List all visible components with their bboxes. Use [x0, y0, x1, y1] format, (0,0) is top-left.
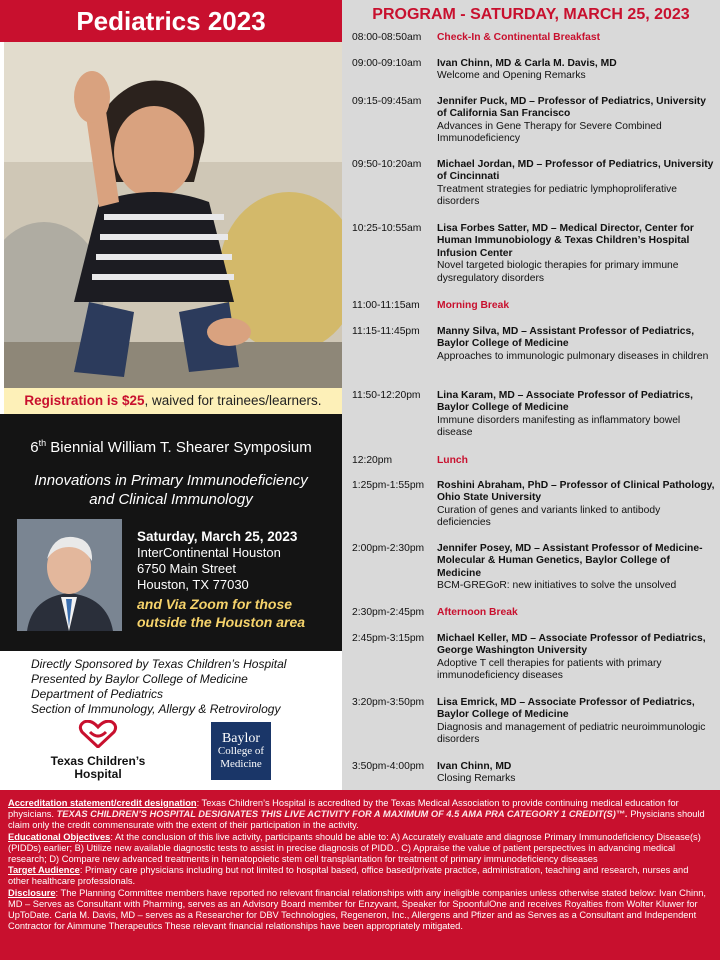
zoom-line-1: and Via Zoom for those: [137, 596, 293, 612]
hero-photo-child-waving: [4, 42, 342, 388]
symposium-theme: [20, 471, 322, 509]
registration-waiver: , waived for trainees/learners.: [144, 393, 322, 408]
event-date: Saturday, March 25, 2023: [137, 529, 298, 544]
row-break: Check-In & Continental Breakfast: [437, 32, 601, 43]
symposium-title: Biennial William T. Shearer Symposium: [50, 439, 312, 456]
row-time: 3:50pm-4:00pm: [352, 761, 425, 772]
row-break: Afternoon Break: [437, 607, 518, 618]
baylor-line-1: Baylor: [221, 731, 261, 746]
tch-heart-icon: [78, 720, 118, 748]
row-topic: Novel targeted biologic therapies for primary immune dysregulatory disorders: [437, 260, 679, 284]
row-break: Lunch: [437, 455, 468, 466]
baylor-logo: [211, 722, 271, 780]
theme-line-1: Innovations in Primary Immunodeficiency: [34, 472, 308, 489]
row-break: Morning Break: [437, 300, 510, 311]
row-time: 09:50-10:20am: [352, 159, 422, 170]
audience-heading: Target Audience: [8, 865, 80, 876]
row-speaker: Lisa Emrick, MD – Associate Professor of Pediatrics, Baylor College of Medicine: [437, 697, 695, 721]
row-time: 10:25-10:55am: [352, 223, 422, 234]
theme-line-2: and Clinical Immunology: [89, 491, 253, 508]
row-time: 2:00pm-2:30pm: [352, 543, 425, 554]
baylor-line-3: Medicine: [220, 758, 262, 770]
sponsor-block: [31, 657, 331, 717]
event-street: 6750 Main Street: [137, 561, 237, 576]
accreditation-heading: Accreditation statement/credit designation: [8, 798, 197, 808]
row-time: 11:50-12:20pm: [352, 390, 421, 401]
event-city: Houston, TX 77030: [137, 577, 249, 592]
objectives-text: : At the conclusion of this live activity, participants should be able to: A) Accurately evaluate and diagnose Primary Immunodeficiency Disease(s) (PIDDs) earlier; B) Utilize new available diagnostic tests to assist in precise diagnosis of PIDD.. C) Appraise the value of patient perspectives in advancing medical research; D) Compare new advanced treatments in hematopoietic stem cell transplantation for treatment of primary immunodeficiency diseases: [8, 831, 701, 865]
row-topic: Approaches to immunologic pulmonary diseases in children: [437, 350, 709, 362]
row-speaker: Ivan Chinn, MD: [437, 761, 512, 772]
row-time: 09:15-09:45am: [352, 96, 422, 107]
row-time: 11:00-11:15am: [352, 300, 420, 311]
row-speaker: Michael Keller, MD – Associate Professor of Pediatrics, George Washington University: [437, 633, 706, 657]
row-time: 3:20pm-3:50pm: [352, 697, 425, 708]
tch-name-line-1: Texas Children’s: [50, 754, 146, 768]
row-topic: Advances in Gene Therapy for Severe Combined Immunodeficiency: [437, 120, 662, 145]
educational-objectives: [8, 832, 712, 866]
row-speaker: Jennifer Puck, MD – Professor of Pediatrics, University of California San Francisco: [437, 96, 706, 120]
row-speaker: Jennifer Posey, MD – Assistant Professor of Medicine-Molecular & Human Genetics, Baylor College of Medicine: [437, 543, 703, 579]
tch-name: [48, 755, 148, 781]
sponsor-line-2: Presented by Baylor College of Medicine: [31, 672, 248, 686]
row-time: 2:45pm-3:15pm: [352, 633, 425, 644]
accreditation-footer: [0, 790, 720, 960]
portrait-photo: [17, 519, 122, 631]
sponsor-line-1: Directly Sponsored by Texas Children’s Hospital: [31, 657, 287, 671]
row-time: 09:00-09:10am: [352, 58, 422, 69]
row-topic: Welcome and Opening Remarks: [437, 70, 586, 82]
credit-designation: TEXAS CHILDREN’S HOSPITAL DESIGNATES THIS LIVE ACTIVITY FOR A MAXIMUM OF 4.5 AMA PRA CATEGORY 1 CREDIT(S)™.: [56, 809, 628, 820]
row-time: 12:20pm: [352, 455, 393, 466]
accreditation-text: : Texas Children’s Hospital is accredited by the Texas Medical Association to provide continuing medical education for physicians.: [8, 798, 679, 820]
row-topic: Curation of genes and variants linked to antibody deficiencies: [437, 504, 661, 529]
row-time: 2:30pm-2:45pm: [352, 607, 425, 618]
row-topic: Adoptive T cell therapies for patients with primary immunodeficiency diseases: [437, 657, 662, 682]
registration-fee: Registration is $25: [24, 393, 145, 408]
disclosure-heading: Disclosure: [8, 887, 56, 898]
symposium-ordinal: 6: [30, 439, 39, 456]
row-speaker: Manny Silva, MD – Assistant Professor of Pediatrics, Baylor College of Medicine: [437, 326, 695, 350]
row-time: 1:25pm-1:55pm: [352, 480, 425, 491]
disclosure: [8, 888, 712, 933]
left-column: [0, 0, 342, 790]
program-panel: [342, 0, 720, 790]
tch-name-line-2: Hospital: [74, 767, 122, 781]
row-topic: BCM-GREGoR: new initiatives to solve the unsolved: [437, 580, 677, 592]
zoom-note: [137, 595, 337, 631]
baylor-line-2: College of: [217, 745, 265, 757]
accreditation-tail: Physicians should claim only the credit commensurate with the extent of their participation in the activity.: [8, 809, 705, 831]
audience-text: : Primary care physicians including but not limited to hospital based, office based/private practice, administration, teaching and research, nurses and other healthcare professionals.: [8, 865, 689, 887]
symposium-name: [0, 438, 342, 456]
sponsor-line-3: Department of Pediatrics: [31, 687, 164, 701]
program-title: PROGRAM - SATURDAY, MARCH 25, 2023: [372, 6, 690, 23]
disclosure-text: : The Planning Committee members have reported no relevant financial relationships with any ineligible companies unless otherwise stated below: Ivan Chinn, MD – Serves as Consultant with Pharming, serves as an Advisory Board member for Enzyvant, Speaker for SpoonfulOne and receives Royalties from Wolter Kluwer for UpToDate. Carla M. Davis, MD – serves as a Researcher for DBV Technologies, Regeneron, Inc., Allergens and Pfizer and as Serves as a Consultant and Independent Contractor for Aimmune Therapeutics These relevant financial relationships have been appropriately mitigated.: [8, 887, 706, 932]
registration-banner: [4, 388, 342, 414]
row-topic: Closing Remarks: [437, 773, 516, 785]
event-venue: InterContinental Houston: [137, 545, 281, 560]
objectives-heading: Educational Objectives: [8, 831, 111, 842]
sponsor-line-4: Section of Immunology, Allergy & Retrovirology: [31, 702, 281, 716]
row-topic: Treatment strategies for pediatric lymphoproliferative disorders: [437, 183, 677, 208]
row-topic: Diagnosis and management of pediatric neuroimmunologic disorders: [437, 721, 706, 746]
row-speaker: Roshini Abraham, PhD – Professor of Clinical Pathology, Ohio State University: [437, 480, 715, 504]
row-speaker: Lisa Forbes Satter, MD – Medical Director, Center for Human Immunobiology & Texas Children’s Hospital Infusion Center: [437, 223, 694, 259]
accreditation-statement: [8, 798, 712, 832]
row-time: 08:00-08:50am: [352, 32, 422, 43]
event-details: [137, 529, 337, 631]
row-speaker: Ivan Chinn, MD & Carla M. Davis, MD: [437, 58, 617, 69]
symposium-panel: [0, 414, 342, 651]
target-audience: [8, 865, 712, 887]
zoom-line-2: outside the Houston area: [137, 614, 306, 630]
page-title: Pediatrics 2023: [0, 0, 342, 42]
symposium-ordinal-suffix: th: [38, 438, 47, 448]
texas-childrens-logo: [48, 720, 148, 780]
row-topic: Immune disorders manifesting as inflammatory bowel disease: [437, 414, 681, 439]
row-speaker: Lina Karam, MD – Associate Professor of Pediatrics, Baylor College of Medicine: [437, 390, 693, 414]
row-time: 11:15-11:45pm: [352, 326, 420, 337]
row-speaker: Michael Jordan, MD – Professor of Pediatrics, University of Cincinnati: [437, 159, 714, 183]
